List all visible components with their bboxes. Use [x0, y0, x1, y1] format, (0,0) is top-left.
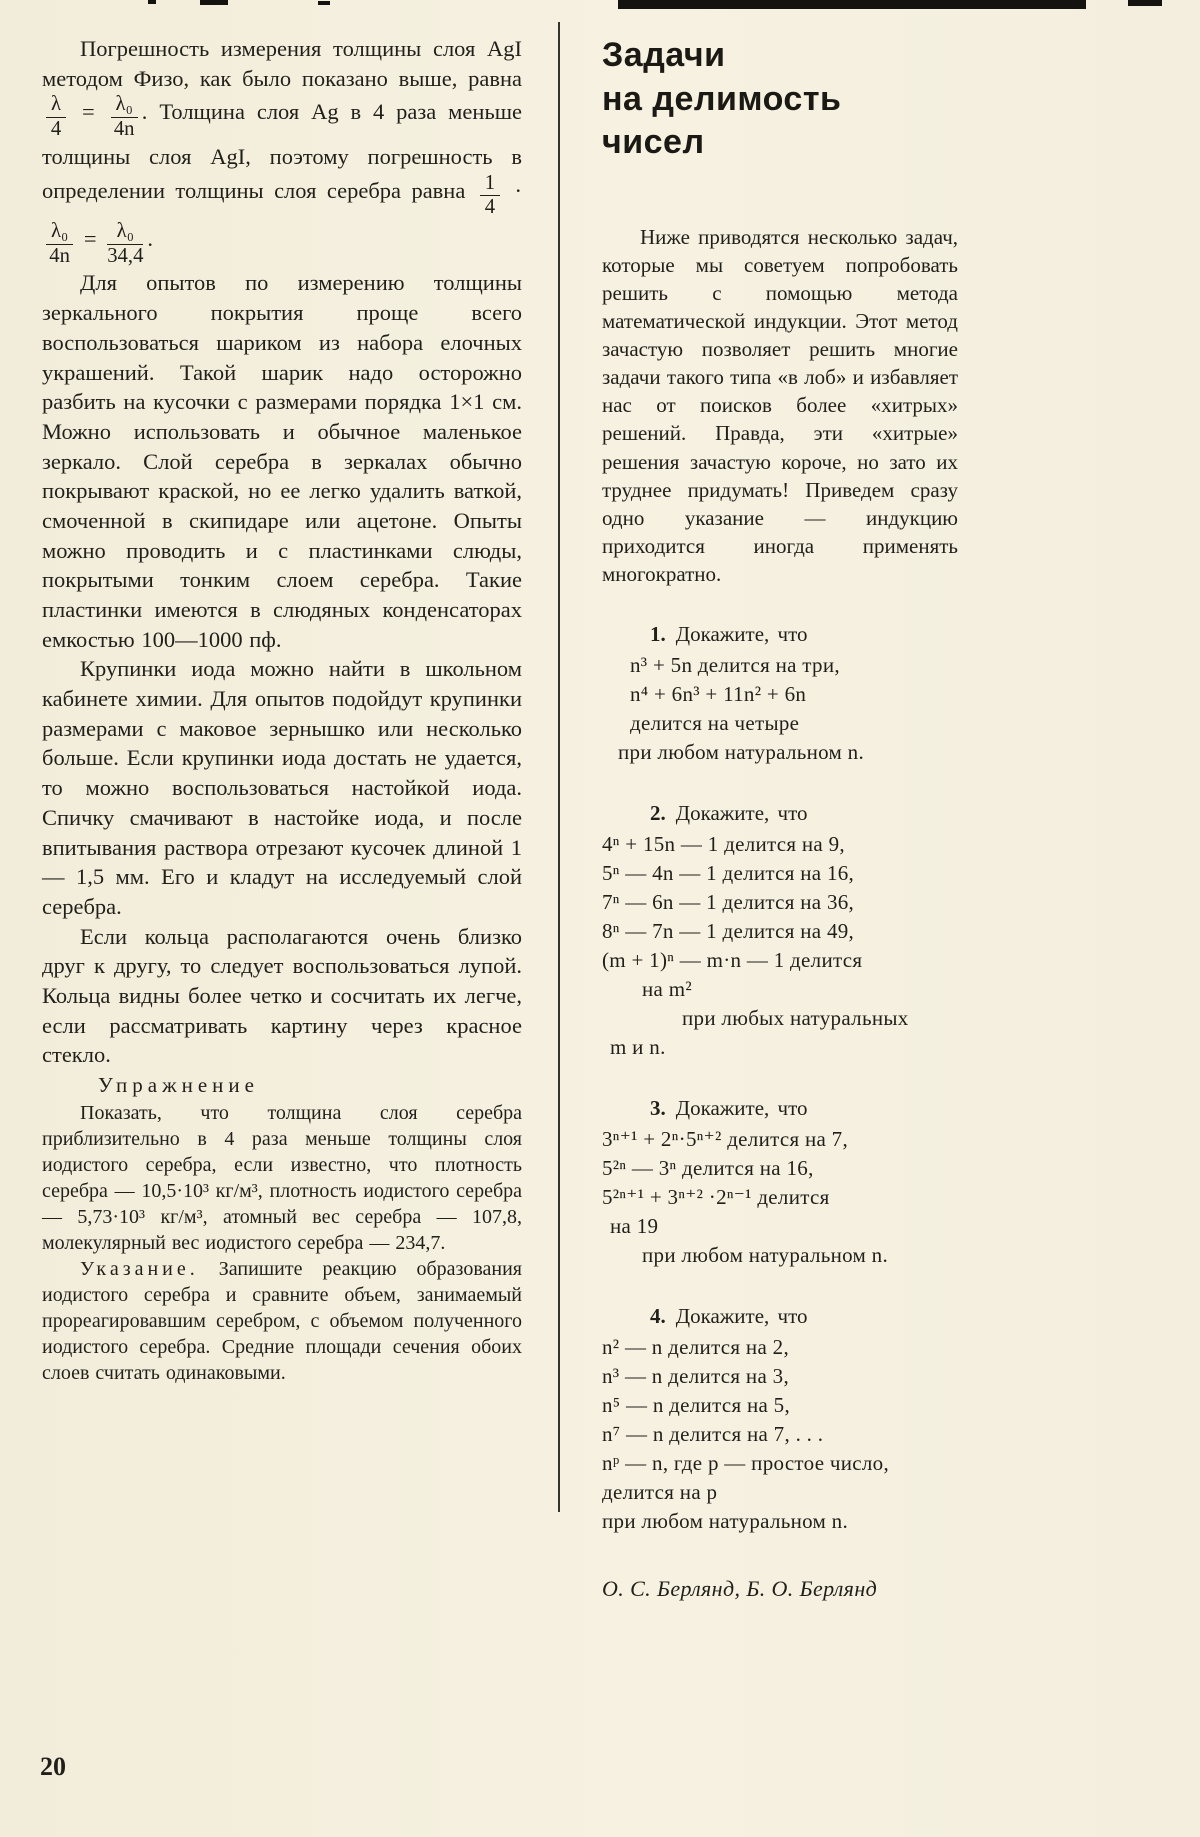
fraction-denominator: 4n	[49, 244, 70, 267]
problem-number: 4.	[650, 1304, 666, 1329]
problem-lead	[602, 620, 958, 648]
fraction	[46, 221, 73, 267]
formula-line: nᵖ — n, где p — простое число,	[602, 1451, 890, 1476]
fraction-numerator: λ	[46, 94, 66, 118]
scan-artifact	[148, 0, 156, 4]
problem-lead-text: Докажите, что	[675, 1096, 808, 1121]
formula-line: n³ — n делится на 3,	[602, 1364, 789, 1389]
problem-lead-text: Докажите, что	[675, 1304, 808, 1329]
paragraph-measurement-error	[42, 34, 522, 268]
paragraph-rings-magnifier: Если кольца располагаются очень близко друг к другу, то следует воспользоваться лупой. Кольца видны более четко и сосчитать их легче, если рассматривать картину через красное стекло.	[42, 923, 522, 1068]
formula-line: на 19	[610, 1214, 659, 1239]
formula-line: n⁷ — n делится на 7, . . .	[602, 1422, 824, 1447]
formula-line: n² — n делится на 2,	[602, 1335, 789, 1360]
problem-4	[602, 1302, 958, 1536]
hint-label: Указание.	[80, 1257, 199, 1280]
formula-line: n⁴ + 6n³ + 11n² + 6n	[630, 682, 807, 707]
fraction-denominator: 4n	[113, 118, 135, 141]
equals-sign: =	[83, 226, 97, 252]
problem-lead-text: Докажите, что	[675, 622, 808, 647]
page-number: 20	[40, 1752, 66, 1781]
text-run: Погрешность измерения толщины слоя AgI методом Физо, как было показано выше, равна	[42, 36, 522, 91]
formula-line: на m²	[642, 977, 692, 1002]
formula-line: при любом натуральном n.	[618, 740, 865, 765]
hint-paragraph	[42, 1256, 522, 1386]
fraction-numerator: λ₀	[111, 94, 138, 118]
exercise-heading: Упражнение	[98, 1073, 259, 1098]
fraction-numerator: 1	[480, 173, 500, 197]
formula-line: 3ⁿ⁺¹ + 2ⁿ·5ⁿ⁺² делится на 7,	[602, 1127, 849, 1152]
fraction-numerator: λ₀	[107, 221, 143, 245]
authors-byline: О. С. Берлянд, Б. О. Берлянд	[602, 1575, 878, 1601]
formula-line: при любых натуральных	[682, 1006, 909, 1031]
text-run: . Толщина слоя Ag в 4 раза меньше толщины слоя AgI, поэтому погрешность в определении толщины слоя серебра равна	[42, 99, 523, 203]
fraction	[111, 94, 138, 140]
formula-line: делится на p	[602, 1479, 718, 1504]
fraction-numerator: λ₀	[46, 221, 73, 245]
formula-line: 8ⁿ — 7n — 1 делится на 49,	[602, 919, 855, 944]
formula-line: 4ⁿ + 15n — 1 делится на 9,	[602, 832, 845, 857]
scan-artifact	[200, 0, 228, 5]
right-column	[602, 34, 958, 1603]
problem-lead	[602, 799, 958, 827]
intro-paragraph: Ниже приводятся несколько задач, которые мы советуем попробовать решить с помощью метода математической индукции. Этот метод зачастую позволяет решить многие задачи такого типа «в лоб» и избавляет нас от поисков более «хитрых» решений. Правда, эти «хитрые» решения зачастую короче, но зато их труднее придумать! Приведем сразу одно указание — индукцию приходится иногда применять многократно.	[602, 224, 958, 587]
formula-line: 5ⁿ — 4n — 1 делится на 16,	[602, 861, 855, 886]
fraction-denominator: 4	[50, 118, 62, 141]
problem-3	[602, 1094, 958, 1270]
text-run: .	[147, 226, 154, 252]
problem-2	[602, 799, 958, 1062]
exercise-body: Показать, что толщина слоя серебра приблизительно в 4 раза меньше толщины слоя иодистого серебра, если известно, что плотность серебра — 10,5·10³ кг/м³, плотность иодистого серебра — 5,73·10³ кг/м³, атомный вес серебра — 107,8, молекулярный вес иодистого серебра — 234,7.	[42, 1101, 522, 1254]
title-line: Задачи	[602, 36, 726, 74]
problem-lead	[602, 1302, 958, 1330]
fraction-denominator: 4	[484, 196, 496, 219]
problem-number: 3.	[650, 1096, 666, 1121]
problem-lead-text: Докажите, что	[675, 801, 808, 826]
formula-line: 5²ⁿ⁺¹ + 3ⁿ⁺² ·2ⁿ⁻¹ делится	[602, 1185, 830, 1210]
formula-line: 5²ⁿ — 3ⁿ делится на 16,	[602, 1156, 814, 1181]
column-divider-rule	[558, 22, 560, 1512]
title-line: на делимость	[602, 79, 842, 118]
problem-1	[602, 620, 958, 767]
fraction	[46, 94, 66, 140]
article-title	[602, 34, 958, 165]
problem-number: 1.	[650, 622, 666, 647]
fraction-denominator: 34,4	[107, 244, 144, 267]
paragraph-mirror-experiments: Для опытов по измерению толщины зеркального покрытия проще всего воспользоваться шариком из набора елочных украшений. Такой шарик надо осторожно разбить на кусочки с размерами порядка 1×1 см. Можно использовать и обычное маленькое зеркало. Слой серебра в зеркалах обычно покрывают краской, но ее легко удалить ваткой, смоченной в скипидаре или ацетоне. Опыты можно проводить и с пластинками слюды, покрытыми тонким слоем серебра. Такие пластинки имеются в слюдяных конденсаторах емкостью 100—1000 пф.	[42, 270, 522, 652]
formula-line: при любом натуральном n.	[602, 1508, 849, 1533]
equals-sign: =	[81, 99, 95, 125]
left-column	[42, 34, 522, 1386]
scan-artifact-top-bar	[618, 0, 1086, 9]
formula-line: n³ + 5n делится на три,	[630, 653, 840, 678]
problem-number: 2.	[650, 801, 666, 826]
fraction	[107, 221, 143, 267]
formula-line: 7ⁿ — 6n — 1 делится на 36,	[602, 890, 855, 915]
problem-lead	[602, 1094, 958, 1122]
scan-artifact	[318, 1, 330, 5]
title-line: чисел	[602, 123, 705, 162]
paragraph-iodine-grains: Крупинки иода можно найти в школьном кабинете химии. Для опытов подойдут крупинки размерами с маковое зернышко или несколько больше. Если крупинки иода достать не удается, то можно воспользоваться настойкой иода. Спичку смачивают в настойке иода, и после впитывания раствора отрезают кусочек длиной 1 — 1,5 мм. Его и кладут на исследуемый слой серебра.	[42, 656, 522, 919]
scan-artifact	[1128, 0, 1162, 6]
formula-line: при любом натуральном n.	[642, 1243, 889, 1268]
hint-body: Запишите реакцию образования иодистого серебра и сравните объем, занимаемый прореагировавшим серебром, с объемом полученного иодистого серебра. Средние площади сечения обоих слоев считать одинаковыми.	[42, 1257, 522, 1384]
multiplication-dot: ·	[514, 177, 523, 203]
formula-line: (m + 1)ⁿ — m·n — 1 делится	[602, 948, 863, 973]
formula-line: m и n.	[610, 1035, 666, 1060]
fraction	[480, 173, 500, 219]
formula-line: n⁵ — n делится на 5,	[602, 1393, 791, 1418]
formula-line: делится на четыре	[630, 711, 800, 736]
